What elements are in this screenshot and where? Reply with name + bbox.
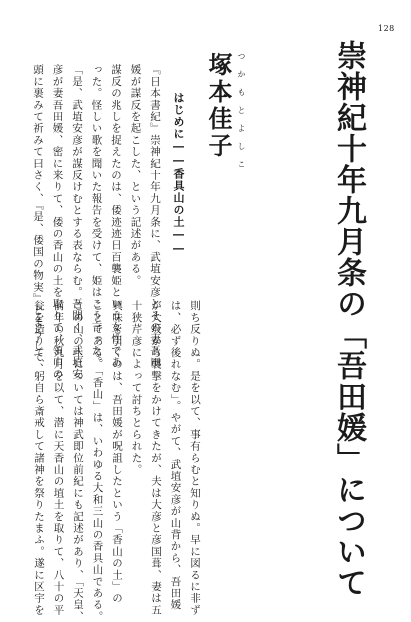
text-line: ことである。「香山」は、いわゆる大和三山の香具山である。 (91, 300, 104, 622)
text-line: 彦が妻吾田媛、密に来りて、倭の香山の土を取りて、領巾の (51, 64, 64, 380)
text-line: 頭に裹みて祈みて曰さく、『是、倭国の物実』とまうして、 (32, 64, 44, 375)
text-line: 媛が謀反を起こした、という記述がある。 (129, 64, 142, 287)
text-line: 「是、武埴安彦が謀反けむとする表ならむ。吾聞く、武埴安 (71, 64, 83, 380)
text-line: った。怪しい歌を聞いた報告を受けて、姫はこう言った。 (90, 64, 103, 369)
text-line: この山の土については神武即位前紀にも記述があり、「天皇、 (72, 300, 84, 622)
text-line: が大坂から襲撃をかけてきたが、夫は大彦と彦国葺、妻は五 (150, 300, 162, 616)
author-ruby: つかもとよしこ (237, 52, 246, 178)
body-text-lower (14, 300, 204, 622)
section-heading: はじめに――香具山の土―― (172, 92, 185, 256)
text-line: は、必ず後れなむ」。やがて、武埴安彦が山背から、吾田媛 (169, 300, 182, 611)
text-line: 興味を引くのは、吾田媛が呪詛したという「香山の土」の (111, 300, 123, 605)
article-title: 崇神紀十年九月条の「吾田媛」について (331, 40, 366, 598)
text-line: 前年の秋九月を以て、潜に天香山の埴土を取りて、八十の平 (52, 300, 65, 616)
text-line: 謀反の兆しを捉えたのは、倭迹迹日百襲姫という女性であ (110, 64, 122, 369)
text-line: 瓮を造りて、躬自ら斎戒して諸神を祭りたまふ。遂に区宇を (33, 300, 45, 616)
page-number: 128 (378, 24, 395, 33)
text-line: 十狭芹彦によって討ちとられた。 (130, 300, 143, 476)
text-line: 則ち反りぬ。是を以て、事有らむと知りぬ。早に図るに非ず (189, 300, 201, 616)
text-line: 『日本書紀』崇神紀十年九月条に、武埴安彦とその妻吾田 (149, 64, 161, 369)
author-name: 塚本佳子 (204, 52, 233, 160)
